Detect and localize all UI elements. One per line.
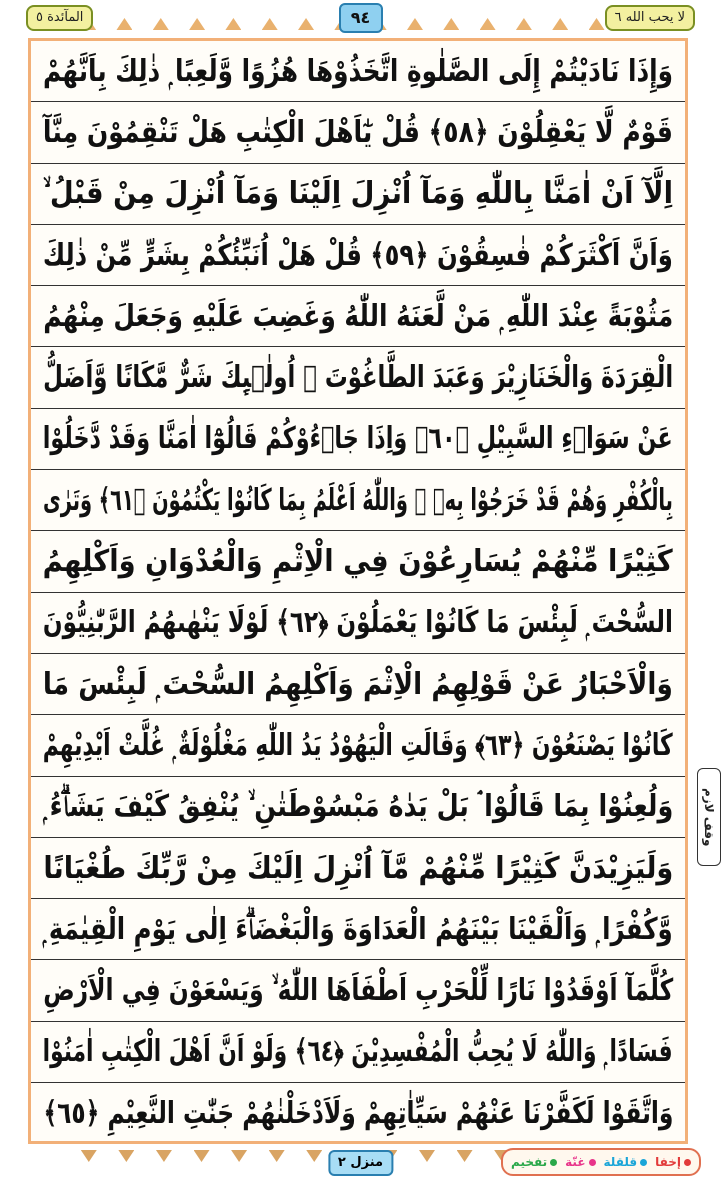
text-line — [31, 286, 685, 347]
legend-item-qalqala: قلقلة — [604, 1155, 648, 1169]
text-line — [31, 1083, 685, 1144]
verse-text: بِالْكُفْرِ وَهُمْ قَدْ خَرَجُوْا بِهٖ ۭ وَاللّٰهُ اَعْلَمُ بِمَا كَانُوْا يَكْتُمُوْنَ ﴿٦١﴾ وَتَرٰى — [43, 482, 674, 518]
verse-text: وَّكُفْرًا ۭ وَاَلْقَيْنَا بَيْنَهُمُ الْعَدَاوَةَ وَالْبَغْضَاۗءَ اِلٰى يَوْمِ الْقِيٰمَةِ ۭ — [43, 911, 673, 947]
quran-text-frame — [28, 38, 688, 1144]
manzil-label: منزل ٢ — [328, 1150, 393, 1176]
page-header — [0, 0, 721, 34]
text-line — [31, 777, 685, 838]
text-line — [31, 899, 685, 960]
text-line — [31, 164, 685, 225]
footer-ornament — [70, 1144, 521, 1162]
verse-text: اِلَّآ اَنْ اٰمَنَّا بِاللّٰهِ وَمَآ اُنْزِلَ اِلَيْنَا وَمَآ اُنْزِلَ مِنْ قَبْلُ ۙ — [43, 176, 673, 212]
legend-dot-icon — [684, 1159, 691, 1166]
legend-item-tafkheem: تفخيم — [511, 1155, 557, 1169]
text-line — [31, 225, 685, 286]
verse-text: وَإِذَا نَادَيْتُمْ إِلَى الصَّلٰوةِ اتَّخَذُوْهَا هُزُوًا وَّلَعِبًا ۭ ذٰلِكَ بِاَنَّهُمْ — [43, 53, 674, 89]
text-line — [31, 347, 685, 408]
legend-dot-icon — [640, 1159, 647, 1166]
verse-text: كُلَّمَآ اَوْقَدُوْا نَارًا لِّلْحَرْبِ اَطْفَاَهَا اللّٰهُ ۙ وَيَسْعَوْنَ فِي الْاَرْضِ — [43, 973, 673, 1009]
text-line — [31, 715, 685, 776]
text-line — [31, 1022, 685, 1083]
verse-text: كَانُوْا يَصْنَعُوْنَ ﴿٦٣﴾ وَقَالَتِ الْيَهُوْدُ يَدُ اللّٰهِ مَغْلُوْلَةٌ ۭ غُلَّتْ اَيْدِيْهِمْ — [43, 727, 673, 763]
text-line — [31, 593, 685, 654]
verse-text: الْقِرَدَةَ وَالْخَنَازِيْرَ وَعَبَدَ الطَّاغُوْتَ ۭ اُولٰۗىِٕكَ شَرٌّ مَّكَانًا وَّاَضَلُّ — [43, 360, 673, 396]
legend-item-ghunna: غنّة — [565, 1155, 595, 1169]
verse-text: عَنْ سَوَاۗءِ السَّبِيْلِ ﴿٦٠﴾ وَاِذَا جَاۗءُوْكُمْ قَالُوْٓا اٰمَنَّا وَقَدْ دَّخَلُوْا — [43, 421, 673, 457]
waqf-lazim-label: وقف لازم — [702, 787, 716, 847]
tajweed-legend — [501, 1148, 701, 1176]
legend-dot-icon — [550, 1159, 557, 1166]
text-line — [31, 41, 685, 102]
page-number: ٩٤ — [339, 3, 383, 33]
verse-text: وَلُعِنُوْا بِمَا قَالُوْا ۘ بَلْ يَدٰهُ مَبْسُوْطَتٰنِ ۙ يُنْفِقُ كَيْفَ يَشَاۗءُ ۭ — [43, 789, 673, 825]
text-line — [31, 531, 685, 592]
verse-text: وَاَنَّ اَكْثَرَكُمْ فٰسِقُوْنَ ﴿٥٩﴾ قُلْ هَلْ اُنَبِّئُكُمْ بِشَرٍّ مِّنْ ذٰلِكَ — [43, 237, 674, 273]
text-line — [31, 654, 685, 715]
verse-text: قَوْمٌ لَّا يَعْقِلُوْنَ ﴿٥٨﴾ قُلْ يٰٓاَهْلَ الْكِتٰبِ هَلْ تَنْقِمُوْنَ مِنَّآ — [43, 114, 674, 150]
text-line — [31, 960, 685, 1021]
text-line — [31, 102, 685, 163]
verse-text: السُّحْتَ ۭ لَبِئْسَ مَا كَانُوْا يَعْمَلُوْنَ ﴿٦٢﴾ لَوْلَا يَنْهٰىهُمُ الرَّبّٰنِيُّوْنَ — [43, 605, 673, 641]
legend-item-ikhfa: إخفا — [655, 1155, 691, 1169]
text-line — [31, 409, 685, 470]
waqf-lazim-marker — [697, 768, 721, 866]
verse-text: فَسَادًا ۭ وَاللّٰهُ لَا يُحِبُّ الْمُفْسِدِيْنَ ﴿٦٤﴾ وَلَوْ اَنَّ اَهْلَ الْكِتٰبِ اٰمَنُوْا — [43, 1034, 673, 1070]
verse-text: وَالْاَحْبَارُ عَنْ قَوْلِهِمُ الْاِثْمَ وَاَكْلِهِمُ السُّحْتَ ۭ لَبِئْسَ مَا — [43, 666, 673, 702]
verse-text: مَثُوْبَةً عِنْدَ اللّٰهِ ۭ مَنْ لَّعَنَهُ اللّٰهُ وَغَضِبَ عَلَيْهِ وَجَعَلَ مِنْهُمُ — [43, 298, 674, 334]
legend-dot-icon — [589, 1159, 596, 1166]
verse-text: كَثِيْرًا مِّنْهُمْ يُسَارِعُوْنَ فِي الْاِثْمِ وَالْعُدْوَانِ وَاَكْلِهِمُ — [43, 544, 674, 580]
text-line — [31, 470, 685, 531]
verse-text: وَاتَّقَوْا لَكَفَّرْنَا عَنْهُمْ سَيِّاٰتِهِمْ وَلَاَدْخَلْنٰهُمْ جَنّٰتِ النَّعِيْمِ ﴿٦٥﴾ — [43, 1096, 674, 1132]
juz-label: لا يحب الله ٦ — [605, 5, 695, 31]
text-line — [31, 838, 685, 899]
surah-label: المآئدة ٥ — [26, 5, 93, 31]
verse-text: وَلَيَزِيْدَنَّ كَثِيْرًا مِّنْهُمْ مَّآ اُنْزِلَ اِلَيْكَ مِنْ رَّبِّكَ طُغْيَانًا — [43, 850, 673, 886]
